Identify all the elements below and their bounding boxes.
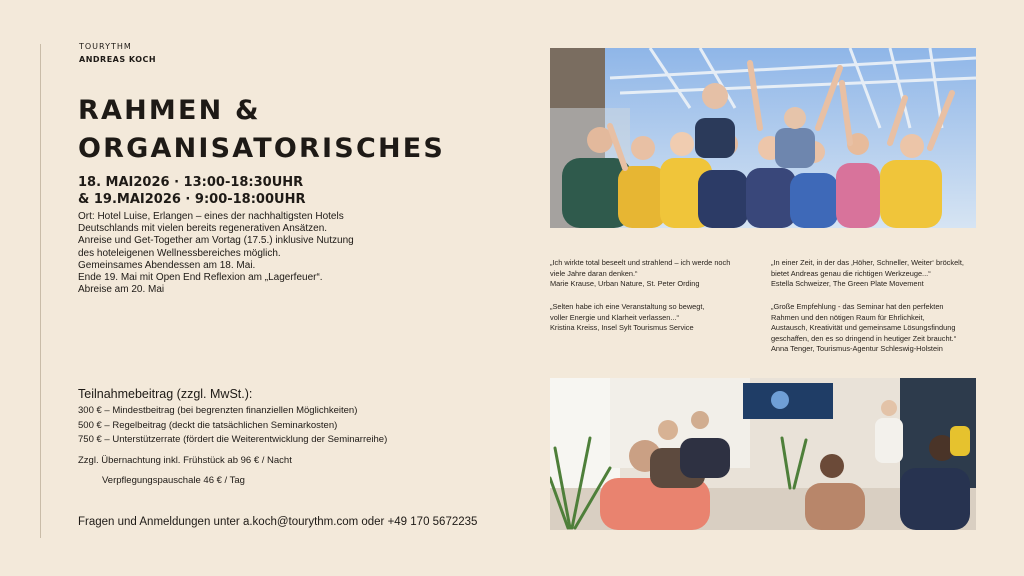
- fee-item: 300 € – Mindestbeitrag (bei begrenzten finanziellen Möglichkeiten): [78, 405, 358, 416]
- fee-item: 500 € – Regelbeitrag (deckt die tatsächlichen Seminarkosten): [78, 419, 338, 431]
- info-line: des hoteleigenen Wellnessbereiches möglich.: [78, 247, 281, 259]
- testimonial-author: Estella Schweizer, The Green Plate Movement: [771, 279, 924, 288]
- left-divider-line: [40, 44, 41, 538]
- info-line: Deutschlands mit vielen bereits regenerativen Ansätzen.: [78, 223, 328, 235]
- date-line-2: & 19.MAI2026 · 9:00-18:00UHR: [78, 192, 306, 207]
- fee-item: 750 € – Unterstützerrate (fördert die Weiterentwicklung der Seminarreihe): [78, 434, 388, 445]
- hotel-price: Zzgl. Übernachtung inkl. Frühstück ab 96 € / Nacht: [78, 455, 292, 466]
- testimonial: [771, 258, 964, 290]
- title-line-2: ORGANISATORISCHES: [78, 133, 446, 164]
- event-dates: [78, 174, 305, 208]
- testimonial-text: viele Jahre daran denken.“: [550, 268, 638, 278]
- info-line: Anreise und Get-Together am Vortag (17.5.) inklusive Nutzung: [78, 235, 354, 247]
- date-line-1: 18. MAI2026 · 13:00-18:30UHR: [78, 175, 304, 190]
- testimonial: [771, 302, 956, 355]
- page-title: [78, 92, 445, 168]
- testimonial-text: bietet Andreas genau die richtigen Werkzeuge...“: [771, 268, 931, 278]
- fee-heading: Teilnahmebeitrag (zzgl. MwSt.):: [78, 387, 253, 401]
- testimonial-text: Austausch, Kreativität und gemeinsame Lösungsfindung: [771, 323, 956, 332]
- testimonial-text: „In einer Zeit, in der das ‚Höher, Schneller, Weiter‘ bröckelt,: [771, 258, 964, 267]
- info-line: Gemeinsames Abendessen am 18. Mai.: [78, 259, 256, 271]
- testimonial-text: geschaffen, den es so dringend in heutiger Zeit braucht.“: [771, 333, 957, 343]
- title-line-1: RAHMEN &: [78, 95, 261, 126]
- meal-price: Verpflegungspauschale 46 € / Tag: [102, 475, 245, 486]
- testimonial-author: Marie Krause, Urban Nature, St. Peter Ording: [550, 279, 700, 288]
- event-info: [78, 211, 378, 296]
- testimonial-author: Anna Tenger, Tourismus-Agentur Schleswig-Holstein: [771, 344, 943, 353]
- fee-list: [78, 404, 387, 448]
- brand-author: ANDREAS KOCH: [79, 55, 157, 64]
- info-line: Ende 19. Mai mit Open End Reflexion am „Lagerfeuer“.: [78, 272, 323, 284]
- info-line: Abreise am 20. Mai: [78, 284, 165, 296]
- seminar-photo: [550, 378, 976, 530]
- contact-line: Fragen und Anmeldungen unter a.koch@tourythm.com oder +49 170 5672235: [78, 516, 478, 528]
- testimonial: [550, 258, 730, 290]
- testimonial-text: „Ich wirkte total beseelt und strahlend – ich werde noch: [550, 258, 731, 267]
- testimonial-author: Kristina Kreiss, Insel Sylt Tourismus Service: [550, 323, 694, 332]
- testimonial-text: Rahmen und den nötigen Raum für Ehrlichkeit,: [771, 312, 925, 322]
- brand-name: TOURYTHM: [79, 42, 132, 51]
- testimonial-text: „Selten habe ich eine Veranstaltung so bewegt,: [550, 302, 705, 311]
- testimonial: [550, 302, 705, 334]
- group-photo: [550, 48, 976, 228]
- testimonial-text: „Große Empfehlung - das Seminar hat den perfekten: [771, 302, 944, 311]
- info-line: Ort: Hotel Luise, Erlangen – eines der nachhaltigsten Hotels: [78, 211, 344, 222]
- testimonial-text: voller Energie und Klarheit verlassen...“: [550, 312, 679, 322]
